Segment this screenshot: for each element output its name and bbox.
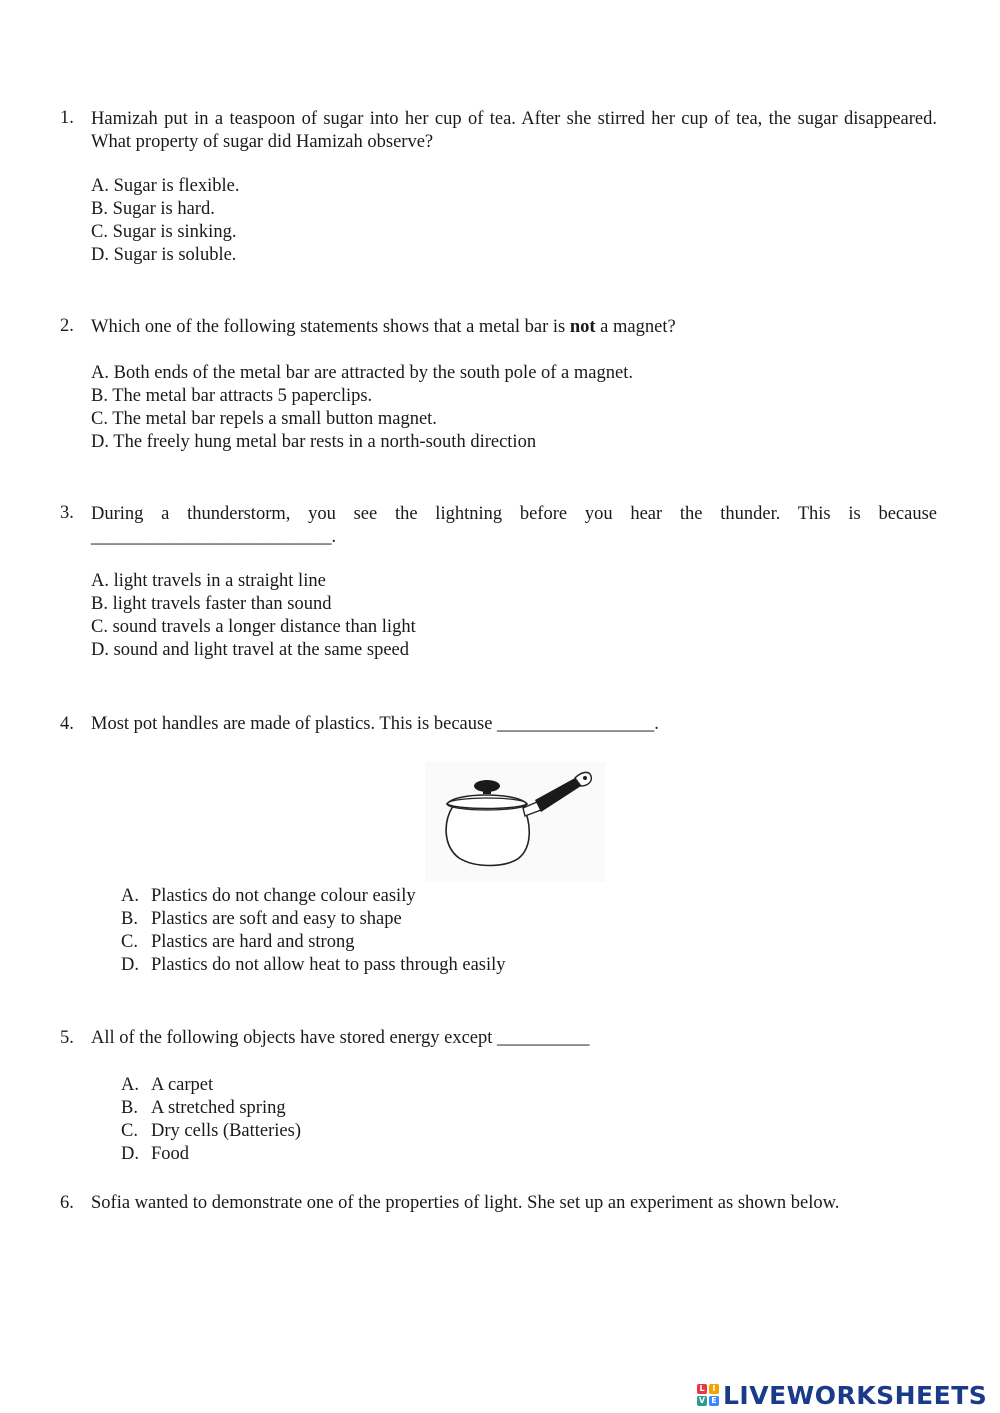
question-4-option-a-letter: A. [121, 886, 139, 906]
question-3-option-b: B. light travels faster than sound [91, 594, 332, 614]
logo-text: LIVEWORKSHEETS [723, 1380, 988, 1410]
liveworksheets-logo [697, 1378, 987, 1412]
question-3-number: 3. [60, 503, 74, 523]
question-1-option-c: C. Sugar is sinking. [91, 222, 237, 242]
question-5-option-b: A stretched spring [151, 1098, 286, 1118]
question-5-option-d: Food [151, 1144, 190, 1164]
question-5-option-b-letter: B. [121, 1098, 138, 1118]
question-2-number: 2. [60, 316, 74, 336]
question-1-number: 1. [60, 108, 74, 128]
question-4-option-b-letter: B. [121, 909, 138, 929]
question-5-option-c-letter: C. [121, 1121, 138, 1141]
question-1-option-b: B. Sugar is hard. [91, 199, 215, 219]
question-5-text: All of the following objects have stored energy except __________ [91, 1028, 590, 1048]
question-5-option-a-letter: A. [121, 1075, 139, 1095]
question-4-option-a: Plastics do not change colour easily [151, 886, 416, 906]
question-3-option-a: A. light travels in a straight line [91, 571, 326, 591]
question-2-option-a: A. Both ends of the metal bar are attracted by the south pole of a magnet. [91, 363, 633, 383]
question-3-option-d: D. sound and light travel at the same speed [91, 640, 410, 660]
question-5-option-c: Dry cells (Batteries) [151, 1121, 301, 1141]
question-6-number: 6. [60, 1193, 74, 1213]
question-4-text: Most pot handles are made of plastics. This is because _________________. [91, 714, 659, 734]
question-4-option-d: Plastics do not allow heat to pass through easily [151, 955, 506, 975]
question-1-option-d: D. Sugar is soluble. [91, 245, 237, 265]
logo-grid-icon: L I V E [697, 1384, 719, 1406]
question-4-option-b: Plastics are soft and easy to shape [151, 909, 402, 929]
question-4-option-c: Plastics are hard and strong [151, 932, 355, 952]
pot-illustration [425, 762, 605, 882]
question-5-option-d-letter: D. [121, 1144, 139, 1164]
question-1-text: Hamizah put in a teaspoon of sugar into her cup of tea. After she stirred her cup of tea, the sugar disappeared. What property of sugar did Hamizah observe? [91, 109, 937, 152]
question-4-number: 4. [60, 714, 74, 734]
question-2-option-b: B. The metal bar attracts 5 paperclips. [91, 386, 373, 406]
question-3-text: During a thunderstorm, you see the lightning before you hear the thunder. This is because __________________________. [91, 504, 937, 547]
question-2-emphasis: not [569, 317, 596, 337]
question-4-option-d-letter: D. [121, 955, 139, 975]
question-1-option-a: A. Sugar is flexible. [91, 176, 240, 196]
question-4-option-c-letter: C. [121, 932, 138, 952]
question-6-text: Sofia wanted to demonstrate one of the properties of light. She set up an experiment as shown below. [91, 1193, 840, 1213]
question-2-text: Which one of the following statements shows that a metal bar is not a magnet? [91, 317, 676, 337]
question-2-option-c: C. The metal bar repels a small button magnet. [91, 409, 437, 429]
question-2-option-d: D. The freely hung metal bar rests in a north-south direction [91, 432, 537, 452]
question-5-number: 5. [60, 1028, 74, 1048]
question-3-option-c: C. sound travels a longer distance than light [91, 617, 416, 637]
question-5-option-a: A carpet [151, 1075, 214, 1095]
